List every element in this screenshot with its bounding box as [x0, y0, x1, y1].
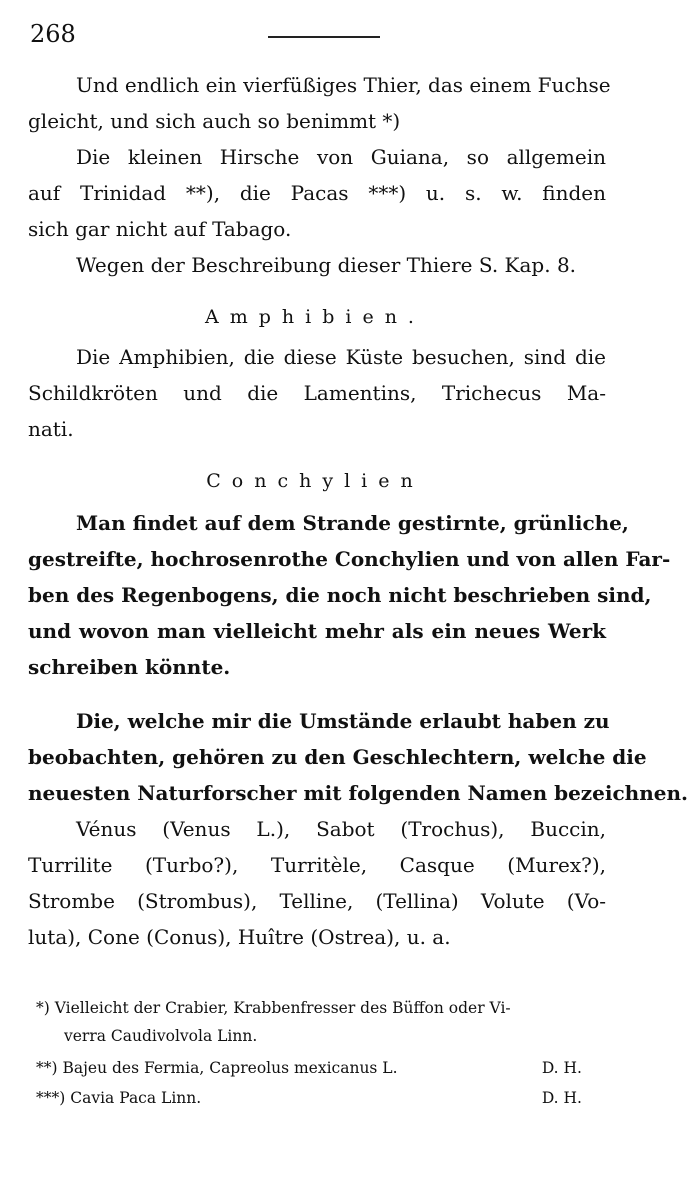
section-heading-conchylien: Conchylien — [206, 470, 424, 492]
text-line: Die kleinen Hirsche von Guiana, so allgemein — [76, 145, 606, 169]
text-line: Und endlich ein vierfüßiges Thier, das einem Fuchse — [76, 73, 611, 97]
footnote-text: **) Bajeu des Fermia, Capreolus mexicanus L. — [36, 1059, 398, 1077]
footnote-line: *) Vielleicht der Crabier, Krabbenfresser des Büffon oder Vi- — [36, 999, 511, 1017]
footnote-line: verra Caudivolvola Linn. — [64, 1027, 258, 1045]
text-line: schreiben könnte. — [28, 655, 231, 679]
text-line: luta), Cone (Conus), Huître (Ostrea), u. a. — [28, 925, 451, 949]
section-heading-amphibien: Amphibien. — [205, 306, 425, 328]
page-number: 268 — [30, 20, 76, 48]
text-line: auf Trinidad **), die Pacas ***) u. s. w. finden — [28, 181, 606, 205]
text-line: Vénus (Venus L.), Sabot (Trochus), Buccin, — [76, 817, 606, 841]
text-line: und wovon man vielleicht mehr als ein neues Werk — [28, 619, 606, 643]
text-line: nati. — [28, 417, 74, 441]
footnote-signature: D. H. — [541, 1089, 582, 1107]
footnote-3 — [36, 1088, 602, 1108]
text-line: Die, welche mir die Umstände erlaubt haben zu — [76, 709, 610, 733]
text-line: neuesten Naturforscher mit folgenden Namen bezeichnen. — [28, 781, 688, 805]
footnote-signature: D. H. — [541, 1059, 582, 1077]
footnote-2 — [36, 1058, 602, 1078]
text-line: Turrilite (Turbo?), Turritèle, Casque (Murex?), — [28, 853, 606, 877]
text-line: gleicht, und sich auch so benimmt *) — [28, 109, 401, 133]
text-line: ben des Regenbogens, die noch nicht beschrieben sind, — [28, 583, 652, 607]
text-line: Die Amphibien, die diese Küste besuchen, sind die — [76, 345, 606, 369]
text-line: Schildkröten und die Lamentins, Trichecus Ma- — [28, 381, 606, 405]
text-line: sich gar nicht auf Tabago. — [28, 217, 292, 241]
text-line: Man findet auf dem Strande gestirnte, grünliche, — [76, 511, 629, 535]
header-rule — [268, 36, 380, 38]
text-line: gestreifte, hochrosenrothe Conchylien und von allen Far- — [28, 547, 671, 571]
text-line: Wegen der Beschreibung dieser Thiere S. Kap. 8. — [76, 253, 577, 277]
text-line: Strombe (Strombus), Telline, (Tellina) Volute (Vo- — [28, 889, 606, 913]
text-line: beobachten, gehören zu den Geschlechtern, welche die — [28, 745, 647, 769]
footnote-text: ***) Cavia Paca Linn. — [36, 1089, 202, 1107]
